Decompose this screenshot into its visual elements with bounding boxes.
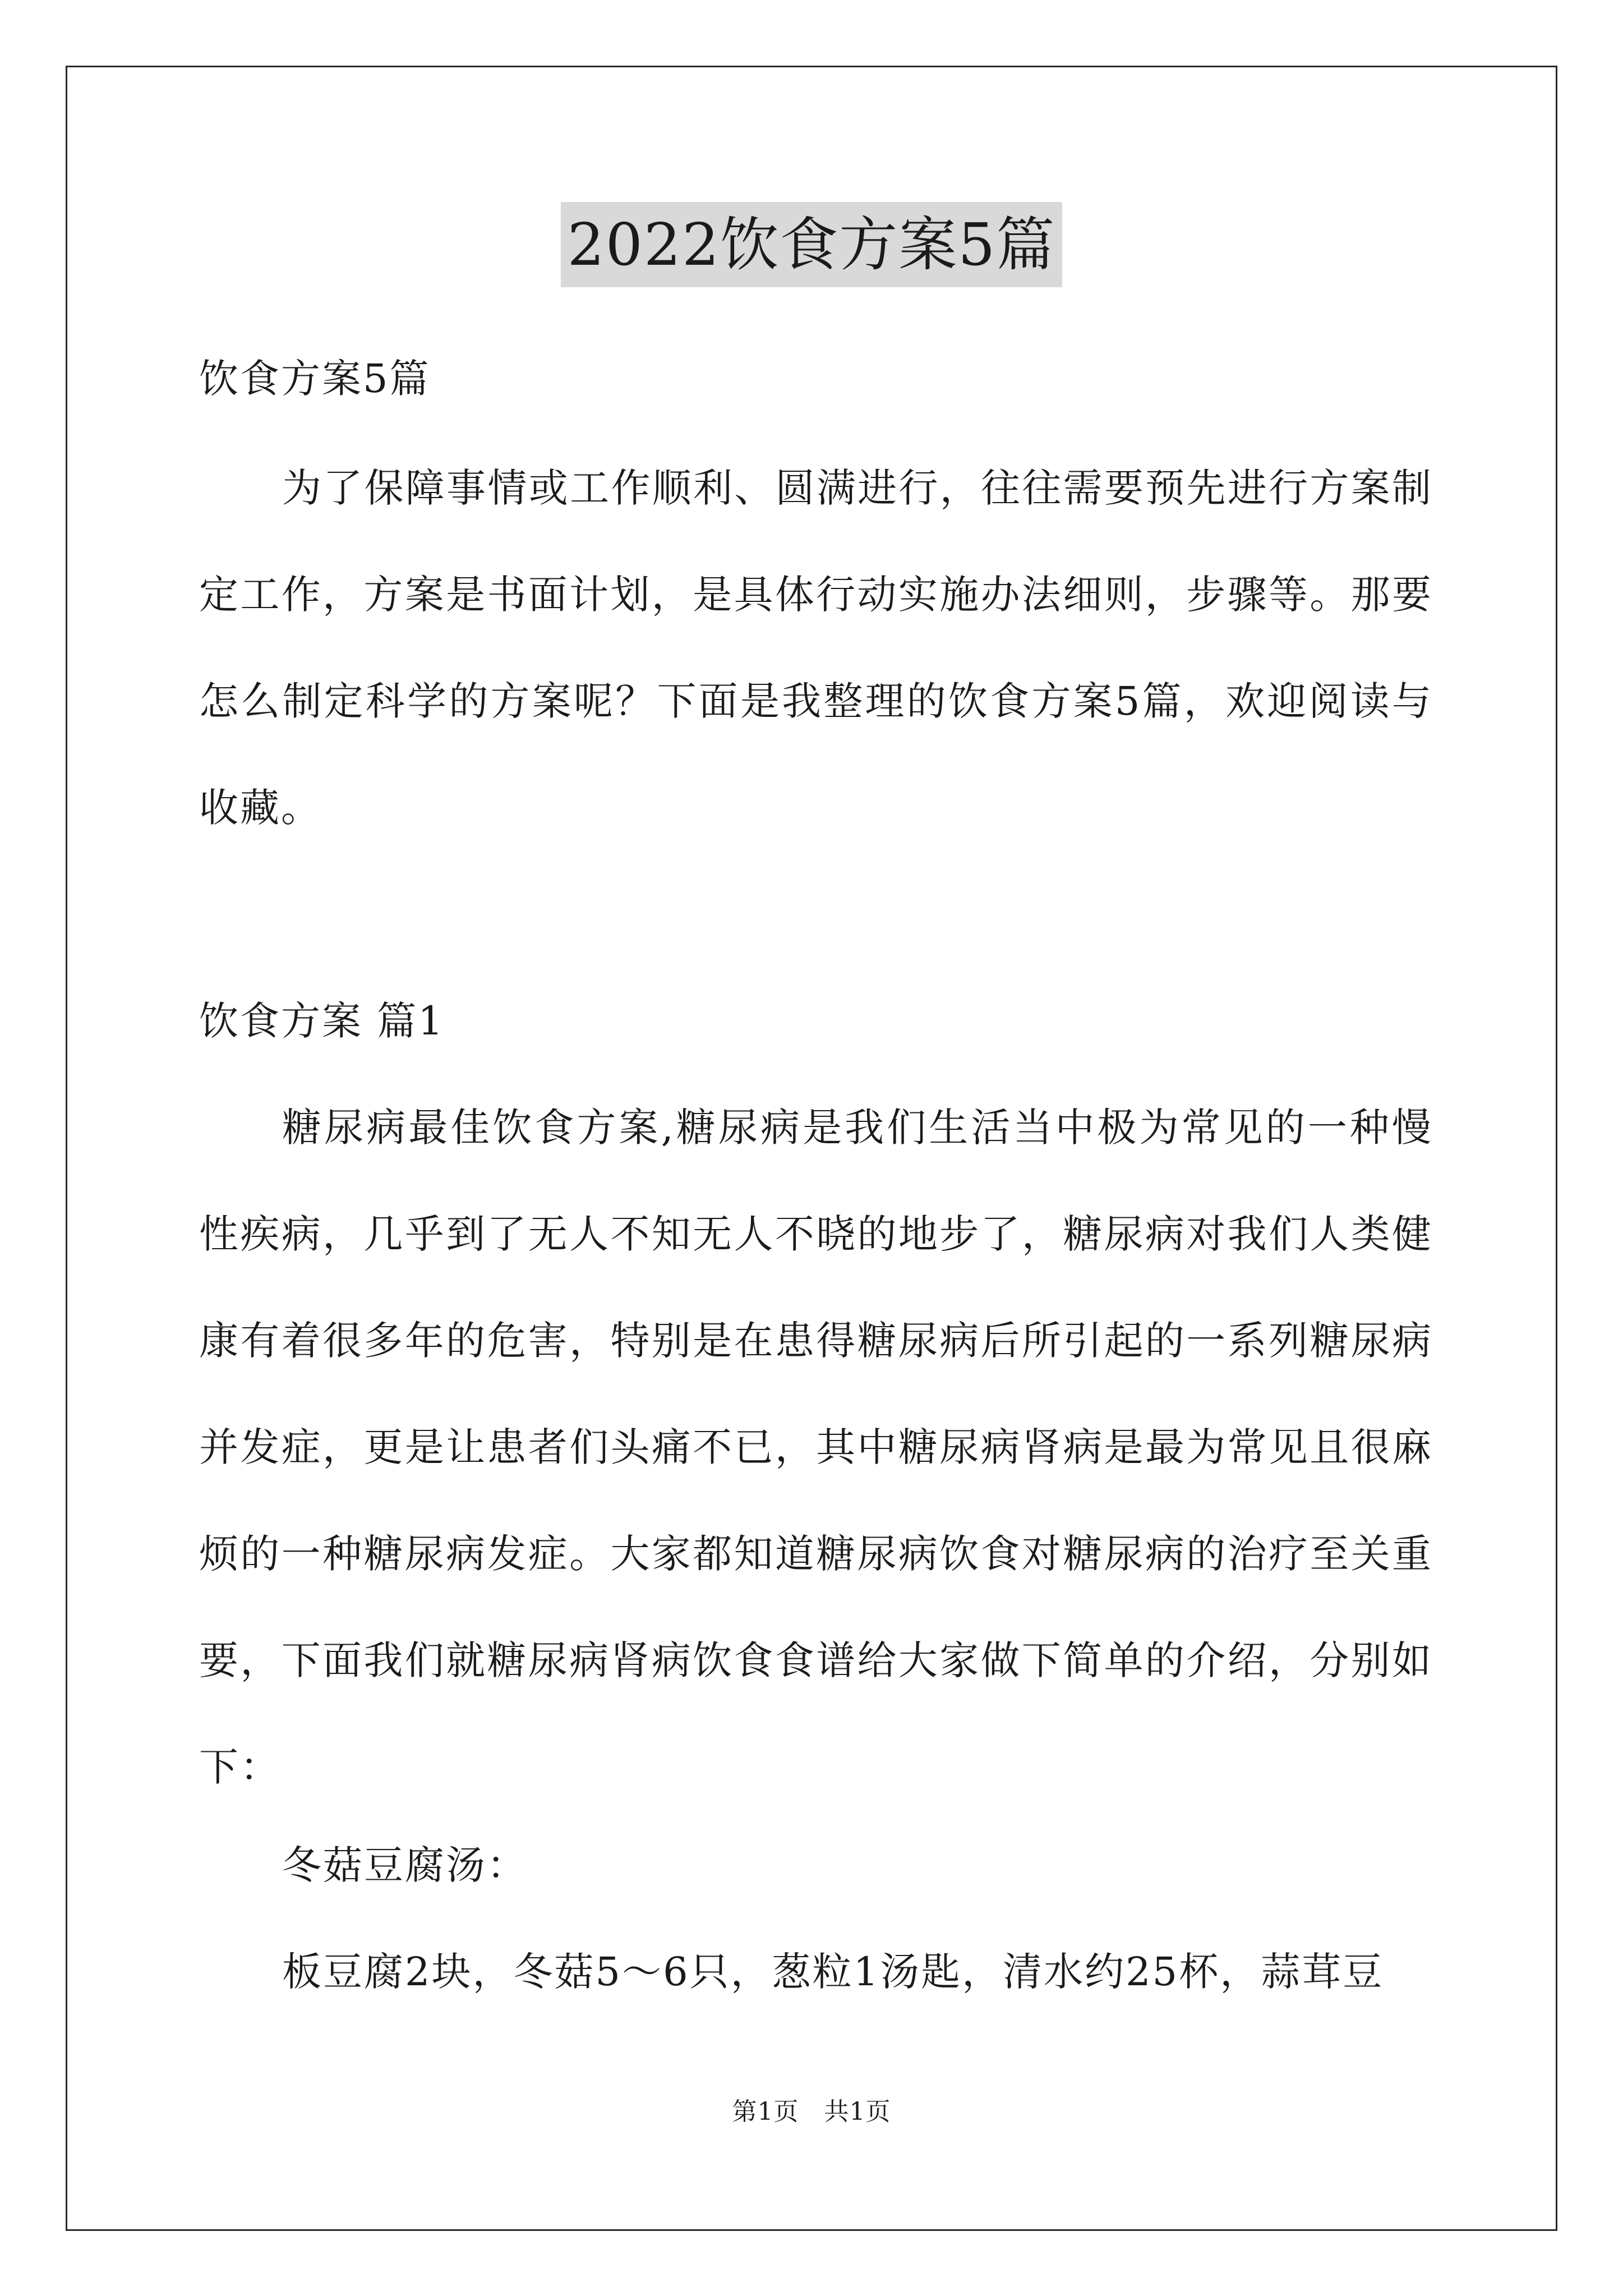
page-footer: 第1页 共1页 xyxy=(732,2097,891,2126)
intro-paragraph: 为了保障事情或工作顺利、圆满进行，往往需要预先进行方案制定工作，方案是书面计划，是具体行动实施办法细则，步骤等。那要怎么制定科学的方案呢？下面是我整理的饮食方案5篇，欢迎阅读与收藏。 xyxy=(199,465,1433,831)
recipe-ingredients: 板豆腐2块，冬菇5～6只，葱粒1汤匙，清水约25杯，蒜茸豆 xyxy=(282,1949,1384,1995)
body-paragraph: 糖尿病最佳饮食方案,糖尿病是我们生活当中极为常见的一种慢性疾病，几乎到了无人不知无人不晓的地步了，糖尿病对我们人类健康有着很多年的危害，特别是在患得糖尿病后所引起的一系列糖尿病并发症，更是让患者们头痛不已，其中糖尿病肾病是最为常见且很麻烦的一种糖尿病发症。大家都知道糖尿病饮食对糖尿病的治疗至关重要，下面我们就糖尿病肾病饮食食谱给大家做下简单的介绍，分别如下： xyxy=(199,1105,1433,1790)
recipe-title: 冬菇豆腐汤： xyxy=(282,1842,528,1888)
section-heading: 饮食方案 篇1 xyxy=(199,998,445,1044)
document-title: 2022饮食方案5篇 xyxy=(561,202,1063,287)
document-subtitle: 饮食方案5篇 xyxy=(199,356,431,402)
title-container xyxy=(0,202,1623,287)
